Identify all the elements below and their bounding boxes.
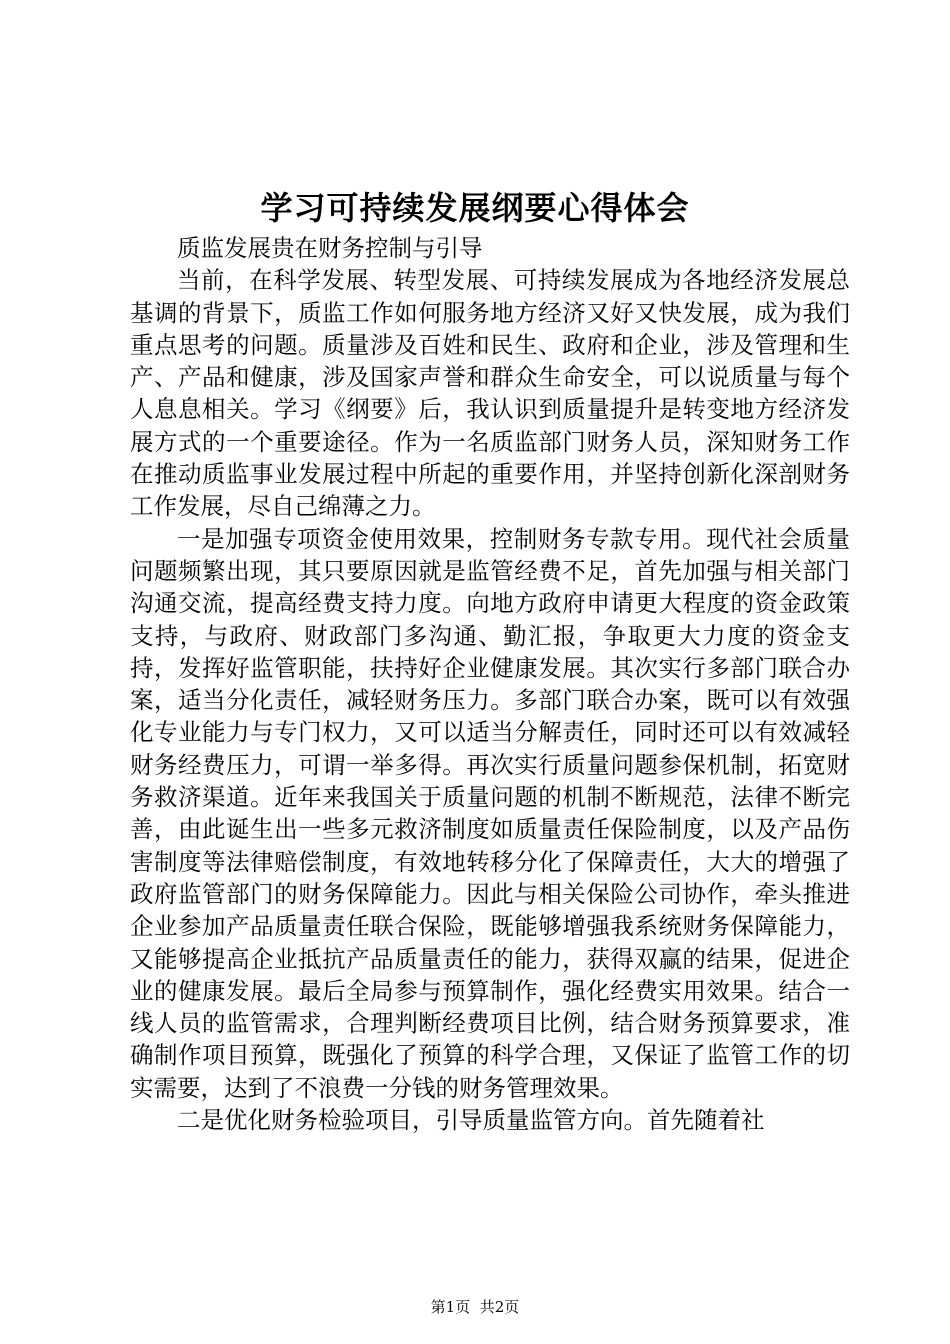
document-body xyxy=(130,232,850,1136)
page-number: 第1页 xyxy=(430,1298,471,1316)
body-paragraph: 当前，在科学发展、转型发展、可持续发展成为各地经济发展总基调的背景下，质监工作如何服务地方经济又好又快发展，成为我们重点思考的问题。质量涉及百姓和民生、政府和企业，涉及管理和生产、产品和健康，涉及国家声誉和群众生命安全，可以说质量与每个人息息相关。学习《纲要》后，我认识到质量提升是转变地方经济发展方式的一个重要途径。作为一名质监部门财务人员，深知财务工作在推动质监事业发展过程中所起的重要作用，并坚持创新化深剖财务工作发展，尽自己绵薄之力。 xyxy=(130,266,850,521)
page-footer xyxy=(0,1297,950,1317)
document-title: 学习可持续发展纲要心得体会 xyxy=(260,189,690,227)
body-paragraph: 一是加强专项资金使用效果，控制财务专款专用。现代社会质量问题频繁出现，其只要原因就是监管经费不足，首先加强与相关部门沟通交流，提高经费支持力度。向地方政府申请更大程度的资金政策支持，与政府、财政部门多沟通、勤汇报，争取更大力度的资金支持，发挥好监管职能，扶持好企业健康发展。其次实行多部门联合办案，适当分化责任，减轻财务压力。多部门联合办案，既可以有效强化专业能力与专门权力，又可以适当分解责任，同时还可以有效减轻财务经费压力，可谓一举多得。再次实行质量问题参保机制，拓宽财务救济渠道。近年来我国关于质量问题的机制不断规范，法律不断完善，由此诞生出一些多元救济制度如质量责任保险制度，以及产品伤害制度等法律赔偿制度，有效地转移分化了保障责任，大大的增强了政府监管部门的财务保障能力。因此与相关保险公司协作，牵头推进企业参加产品质量责任联合保险，既能够增强我系统财务保障能力，又能够提高企业抵抗产品质量责任的能力，获得双赢的结果，促进企业的健康发展。最后全局参与预算制作，强化经费实用效果。结合一线人员的监管需求，合理判断经费项目比例，结合财务预算要求，准确制作项目预算，既强化了预算的科学合理，又保证了监管工作的切实需要，达到了不浪费一分钱的财务管理效果。 xyxy=(130,524,850,1102)
body-paragraph: 二是优化财务检验项目，引导质量监管方向。首先随着社 xyxy=(177,1106,765,1135)
footer-separator xyxy=(470,1298,480,1316)
subtitle-paragraph: 质监发展贵在财务控制与引导 xyxy=(177,234,483,262)
total-pages: 共2页 xyxy=(479,1298,520,1316)
